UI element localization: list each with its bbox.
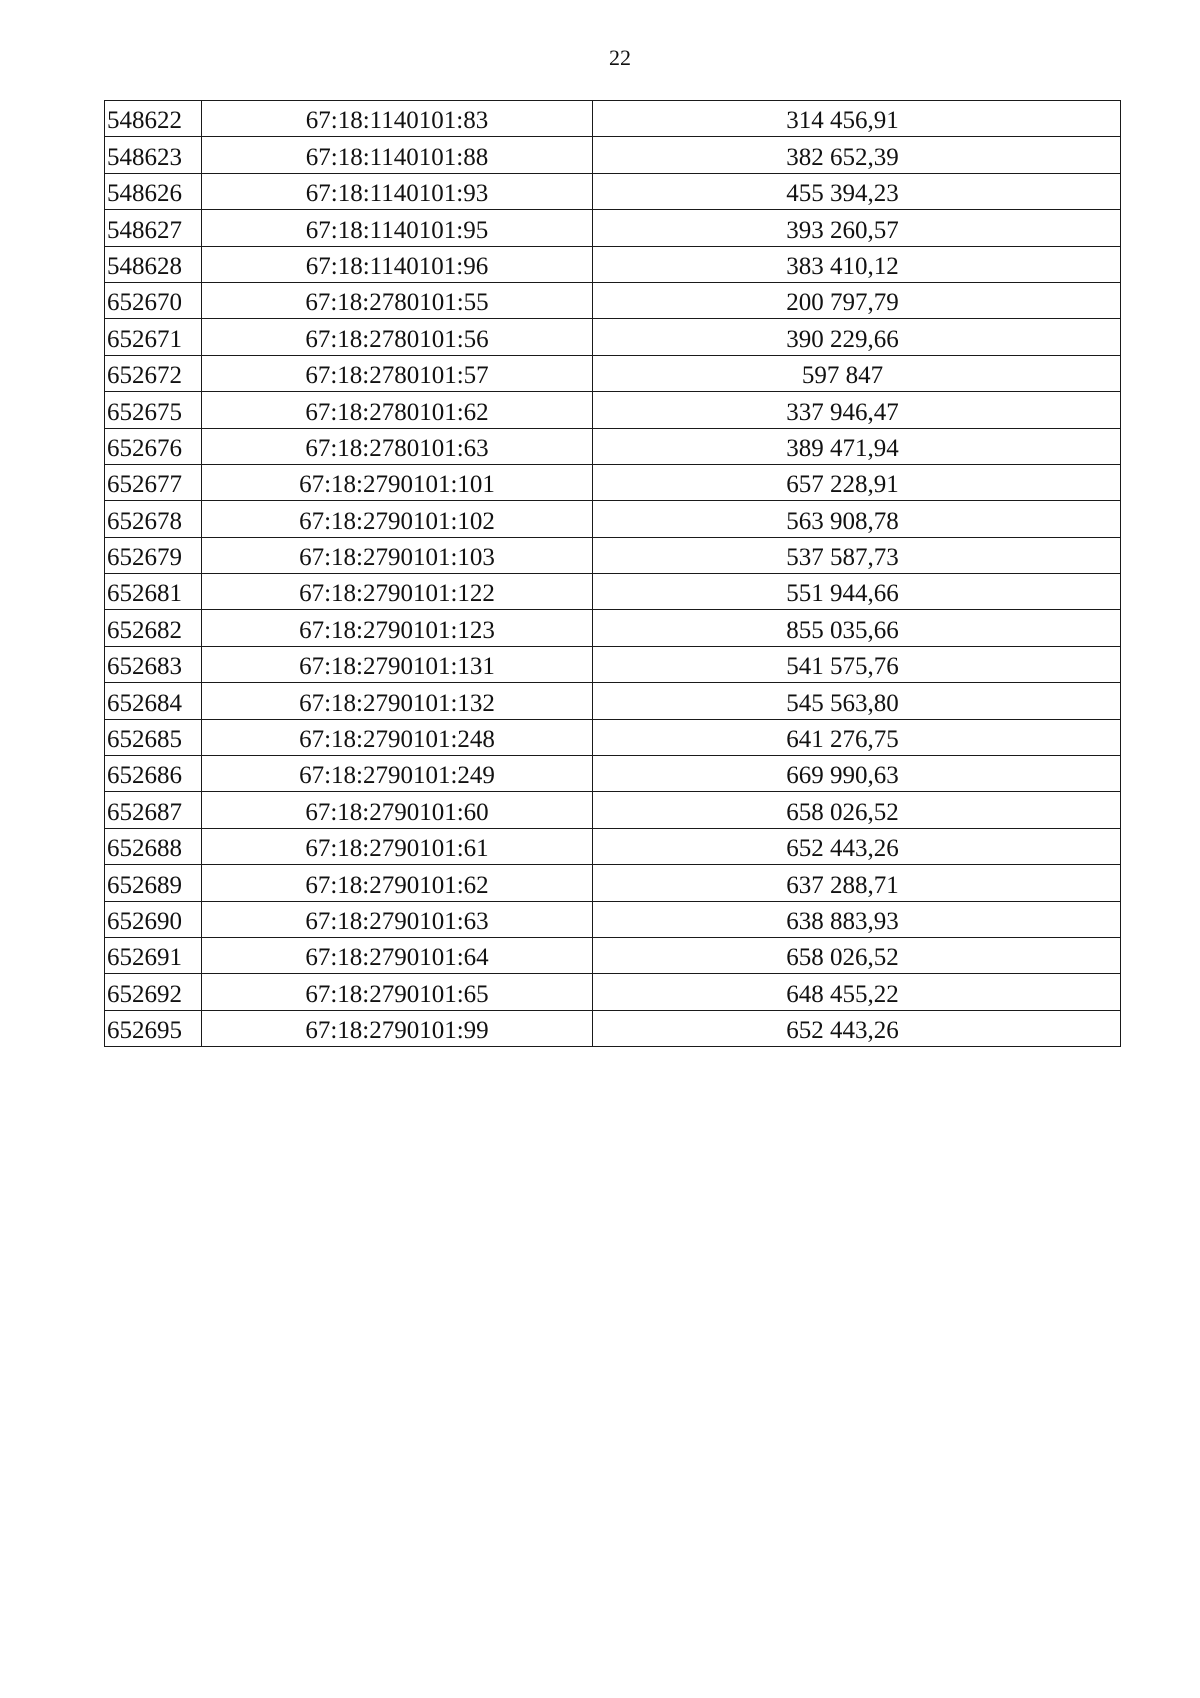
- table-row: [105, 101, 1121, 137]
- object-id-cell: 548628: [105, 246, 202, 282]
- cadastral-number-cell: 67:18:2780101:55: [202, 282, 593, 318]
- cadastral-value-cell: 551 944,66: [593, 574, 1121, 610]
- object-id-cell: 652671: [105, 319, 202, 355]
- cadastral-number-cell: 67:18:2790101:102: [202, 501, 593, 537]
- object-id-cell: 652676: [105, 428, 202, 464]
- cadastral-value-cell: 200 797,79: [593, 282, 1121, 318]
- cadastral-number-cell: 67:18:2790101:101: [202, 464, 593, 500]
- object-id-cell: 652681: [105, 574, 202, 610]
- object-id-cell: 652684: [105, 683, 202, 719]
- cadastral-value-cell: 652 443,26: [593, 1010, 1121, 1046]
- table-row: [105, 683, 1121, 719]
- cadastral-value-cell: 641 276,75: [593, 719, 1121, 755]
- object-id-cell: 652682: [105, 610, 202, 646]
- table-row: [105, 464, 1121, 500]
- object-id-cell: 548626: [105, 173, 202, 209]
- object-id-cell: 652692: [105, 974, 202, 1010]
- cadastral-number-cell: 67:18:2790101:60: [202, 792, 593, 828]
- cadastral-number-cell: 67:18:2790101:62: [202, 865, 593, 901]
- table-row: [105, 646, 1121, 682]
- registry-table-body: [105, 101, 1121, 1047]
- cadastral-number-cell: 67:18:2790101:248: [202, 719, 593, 755]
- table-row: [105, 901, 1121, 937]
- cadastral-value-cell: 648 455,22: [593, 974, 1121, 1010]
- table-row: [105, 282, 1121, 318]
- table-row: [105, 828, 1121, 864]
- table-row: [105, 537, 1121, 573]
- cadastral-number-cell: 67:18:2790101:122: [202, 574, 593, 610]
- object-id-cell: 652688: [105, 828, 202, 864]
- cadastral-value-cell: 383 410,12: [593, 246, 1121, 282]
- cadastral-value-cell: 669 990,63: [593, 756, 1121, 792]
- table-row: [105, 974, 1121, 1010]
- table-row: [105, 501, 1121, 537]
- object-id-cell: 652677: [105, 464, 202, 500]
- cadastral-number-cell: 67:18:1140101:95: [202, 210, 593, 246]
- table-row: [105, 319, 1121, 355]
- object-id-cell: 652678: [105, 501, 202, 537]
- cadastral-number-cell: 67:18:2780101:63: [202, 428, 593, 464]
- table-row: [105, 246, 1121, 282]
- cadastral-value-cell: 314 456,91: [593, 101, 1121, 137]
- cadastral-value-cell: 652 443,26: [593, 828, 1121, 864]
- cadastral-value-cell: 855 035,66: [593, 610, 1121, 646]
- cadastral-number-cell: 67:18:2790101:249: [202, 756, 593, 792]
- cadastral-number-cell: 67:18:1140101:96: [202, 246, 593, 282]
- table-row: [105, 355, 1121, 391]
- object-id-cell: 652689: [105, 865, 202, 901]
- cadastral-number-cell: 67:18:2790101:131: [202, 646, 593, 682]
- cadastral-value-cell: 541 575,76: [593, 646, 1121, 682]
- cadastral-value-cell: 658 026,52: [593, 937, 1121, 973]
- object-id-cell: 652695: [105, 1010, 202, 1046]
- table-row: [105, 137, 1121, 173]
- cadastral-value-cell: 563 908,78: [593, 501, 1121, 537]
- cadastral-number-cell: 67:18:2790101:132: [202, 683, 593, 719]
- table-row: [105, 1010, 1121, 1046]
- cadastral-number-cell: 67:18:2780101:62: [202, 392, 593, 428]
- cadastral-number-cell: 67:18:1140101:93: [202, 173, 593, 209]
- cadastral-number-cell: 67:18:2790101:61: [202, 828, 593, 864]
- cadastral-number-cell: 67:18:1140101:88: [202, 137, 593, 173]
- cadastral-number-cell: 67:18:2780101:57: [202, 355, 593, 391]
- object-id-cell: 548627: [105, 210, 202, 246]
- object-id-cell: 652675: [105, 392, 202, 428]
- table-row: [105, 173, 1121, 209]
- object-id-cell: 652683: [105, 646, 202, 682]
- cadastral-number-cell: 67:18:2780101:56: [202, 319, 593, 355]
- object-id-cell: 652670: [105, 282, 202, 318]
- cadastral-number-cell: 67:18:1140101:83: [202, 101, 593, 137]
- registry-table: [104, 100, 1121, 1047]
- object-id-cell: 652686: [105, 756, 202, 792]
- object-id-cell: 652687: [105, 792, 202, 828]
- cadastral-number-cell: 67:18:2790101:63: [202, 901, 593, 937]
- cadastral-value-cell: 390 229,66: [593, 319, 1121, 355]
- cadastral-value-cell: 537 587,73: [593, 537, 1121, 573]
- cadastral-value-cell: 337 946,47: [593, 392, 1121, 428]
- cadastral-value-cell: 389 471,94: [593, 428, 1121, 464]
- table-row: [105, 428, 1121, 464]
- object-id-cell: 548623: [105, 137, 202, 173]
- table-row: [105, 610, 1121, 646]
- cadastral-number-cell: 67:18:2790101:99: [202, 1010, 593, 1046]
- cadastral-value-cell: 382 652,39: [593, 137, 1121, 173]
- table-row: [105, 865, 1121, 901]
- object-id-cell: 652685: [105, 719, 202, 755]
- cadastral-value-cell: 545 563,80: [593, 683, 1121, 719]
- table-row: [105, 574, 1121, 610]
- cadastral-number-cell: 67:18:2790101:65: [202, 974, 593, 1010]
- cadastral-number-cell: 67:18:2790101:123: [202, 610, 593, 646]
- cadastral-value-cell: 597 847: [593, 355, 1121, 391]
- cadastral-number-cell: 67:18:2790101:64: [202, 937, 593, 973]
- object-id-cell: 652690: [105, 901, 202, 937]
- page-number: 22: [609, 45, 631, 70]
- cadastral-value-cell: 393 260,57: [593, 210, 1121, 246]
- table-row: [105, 392, 1121, 428]
- object-id-cell: 652672: [105, 355, 202, 391]
- table-row: [105, 210, 1121, 246]
- table-row: [105, 719, 1121, 755]
- table-row: [105, 792, 1121, 828]
- cadastral-value-cell: 657 228,91: [593, 464, 1121, 500]
- cadastral-value-cell: 638 883,93: [593, 901, 1121, 937]
- registry-table-container: [104, 100, 1120, 1047]
- object-id-cell: 548622: [105, 101, 202, 137]
- table-row: [105, 937, 1121, 973]
- cadastral-value-cell: 658 026,52: [593, 792, 1121, 828]
- object-id-cell: 652679: [105, 537, 202, 573]
- object-id-cell: 652691: [105, 937, 202, 973]
- cadastral-value-cell: 455 394,23: [593, 173, 1121, 209]
- table-row: [105, 756, 1121, 792]
- cadastral-number-cell: 67:18:2790101:103: [202, 537, 593, 573]
- cadastral-value-cell: 637 288,71: [593, 865, 1121, 901]
